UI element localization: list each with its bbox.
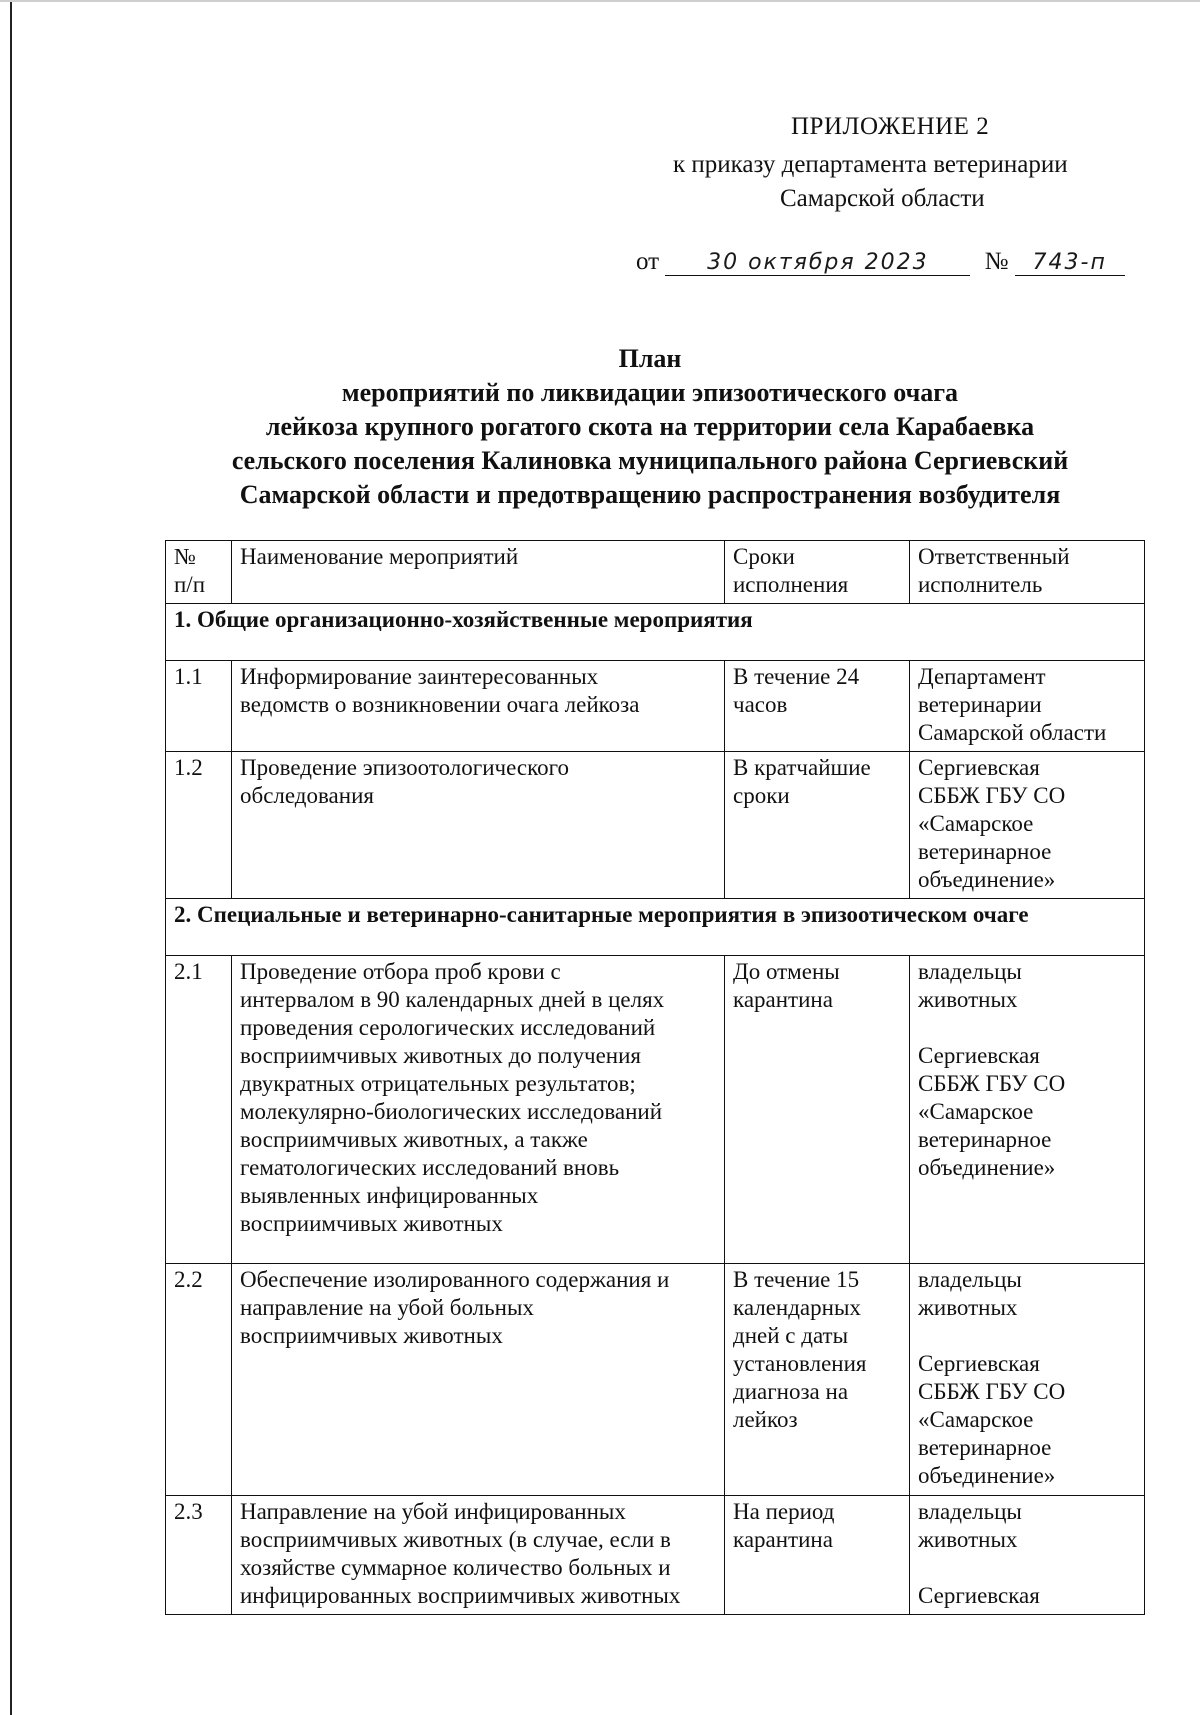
plan-title-line: сельского поселения Калиновка муниципального района Сергиевский	[231, 446, 1069, 475]
row-name-line: восприимчивых животных (в случае, если в	[240, 1527, 671, 1552]
row-resp-line: ветеринарное	[918, 839, 1052, 864]
row-resp-line: объединение»	[918, 1463, 1056, 1488]
plan-title-line: План	[618, 344, 682, 373]
appendix-title: ПРИЛОЖЕНИЕ 2	[791, 113, 990, 140]
header-name: Наименование мероприятий	[232, 541, 725, 604]
table-header-row	[166, 541, 1145, 604]
scan-edge	[10, 0, 12, 1715]
row-resp-line: СББЖ ГБУ СО	[918, 1379, 1066, 1404]
row-num: 2.2	[166, 1264, 232, 1496]
header-resp-line: исполнитель	[918, 572, 1043, 597]
row-term-line: дней с даты	[733, 1323, 849, 1348]
table-row	[166, 956, 1145, 1264]
row-responsible	[910, 1496, 1145, 1615]
row-name-line: обследования	[240, 783, 374, 808]
row-resp-line: СББЖ ГБУ СО	[918, 1071, 1066, 1096]
scan-edge-top	[0, 0, 1200, 2]
decree-number-label: №	[984, 248, 1009, 275]
row-term	[725, 1264, 910, 1496]
row-name-line: проведения серологических исследований	[240, 1015, 656, 1040]
row-name-line: Проведение отбора проб крови с	[240, 959, 561, 984]
header-resp-line: Ответственный	[918, 544, 1070, 569]
decree-number: 743-п	[1015, 250, 1125, 276]
row-resp-line: объединение»	[918, 867, 1056, 892]
row-name	[232, 956, 725, 1264]
row-name	[232, 1496, 725, 1615]
row-name-line: ведомств о возникновении очага лейкоза	[240, 692, 640, 717]
row-resp-line: «Самарское	[918, 1407, 1034, 1432]
row-name-line: двукратных отрицательных результатов;	[240, 1071, 636, 1096]
table-row	[166, 1264, 1145, 1496]
appendix-region: Самарской области	[780, 185, 985, 212]
row-term	[725, 1496, 910, 1615]
plan-title-line: мероприятий по ликвидации эпизоотического очага	[341, 378, 959, 407]
row-resp-line: владельцы	[918, 1267, 1022, 1292]
row-resp-gap	[918, 1014, 1137, 1042]
appendix-reference: к приказу департамента ветеринарии	[673, 151, 1068, 178]
row-term-line: В кратчайшие	[733, 755, 871, 780]
plan-title	[120, 342, 1180, 512]
row-resp-line: «Самарское	[918, 811, 1034, 836]
row-term	[725, 956, 910, 1264]
row-name-line: гематологических исследований вновь	[240, 1155, 620, 1180]
row-term-line: часов	[733, 692, 788, 717]
row-resp-line: Сергиевская	[918, 1043, 1040, 1068]
header-term	[725, 541, 910, 604]
row-resp-line: Сергиевская	[918, 1583, 1040, 1608]
row-term	[725, 661, 910, 752]
row-resp-line: владельцы	[918, 959, 1022, 984]
row-num: 2.1	[166, 956, 232, 1264]
plan-title-line: лейкоза крупного рогатого скота на территории села Карабаевка	[265, 412, 1035, 441]
row-term	[725, 752, 910, 899]
row-resp-line: ветеринарное	[918, 1127, 1052, 1152]
decree-date: 30 октября 2023	[665, 250, 970, 276]
row-resp-line: ветеринарное	[918, 1435, 1052, 1460]
header-num-line: п/п	[174, 572, 206, 597]
table-row	[166, 661, 1145, 752]
row-num: 1.2	[166, 752, 232, 899]
row-name-line: восприимчивых животных	[240, 1211, 503, 1236]
section-row	[166, 899, 1145, 956]
row-term-line: диагноза на	[733, 1379, 849, 1404]
section-title: 1. Общие организационно-хозяйственные мероприятия	[166, 604, 1145, 661]
header-responsible	[910, 541, 1145, 604]
row-resp-line: Сергиевская	[918, 755, 1040, 780]
decree-line	[636, 248, 1125, 276]
row-name-line: Проведение эпизоотологического	[240, 755, 569, 780]
row-responsible	[910, 752, 1145, 899]
row-name-line: восприимчивых животных	[240, 1323, 503, 1348]
row-term-line: До отмены	[733, 959, 840, 984]
decree-from-label: от	[636, 248, 660, 275]
row-resp-line: владельцы	[918, 1499, 1022, 1524]
table-row	[166, 1496, 1145, 1615]
row-num: 1.1	[166, 661, 232, 752]
table-row	[166, 752, 1145, 899]
section-row	[166, 604, 1145, 661]
row-resp-line: животных	[918, 987, 1018, 1012]
section-title: 2. Специальные и ветеринарно-санитарные мероприятия в эпизоотическом очаге	[166, 899, 1145, 956]
row-resp-line: животных	[918, 1527, 1018, 1552]
row-name	[232, 1264, 725, 1496]
row-name-line: восприимчивых животных, а также	[240, 1127, 588, 1152]
row-resp-line: объединение»	[918, 1155, 1056, 1180]
row-resp-line: животных	[918, 1295, 1018, 1320]
header-num-line: №	[174, 544, 196, 569]
row-name-line: инфицированных восприимчивых животных	[240, 1583, 681, 1608]
row-term-line: сроки	[733, 783, 790, 808]
row-term-line: В течение 24	[733, 664, 860, 689]
header-term-line: исполнения	[733, 572, 849, 597]
header-term-line: Сроки	[733, 544, 795, 569]
row-term-line: календарных	[733, 1295, 861, 1320]
row-resp-line: Департамент	[918, 664, 1046, 689]
plan-table	[165, 540, 1145, 1615]
row-responsible	[910, 661, 1145, 752]
row-name	[232, 752, 725, 899]
row-resp-gap	[918, 1322, 1137, 1350]
row-term-line: карантина	[733, 987, 833, 1012]
row-name-line: выявленных инфицированных	[240, 1183, 539, 1208]
row-name-line: интервалом в 90 календарных дней в целях	[240, 987, 665, 1012]
row-resp-line: ветеринарии	[918, 692, 1042, 717]
row-term-line: На период	[733, 1499, 835, 1524]
row-name-line: восприимчивых животных до получения	[240, 1043, 641, 1068]
row-responsible	[910, 956, 1145, 1264]
row-name-line: хозяйстве суммарное количество больных и	[240, 1555, 671, 1580]
row-name-line: Информирование заинтересованных	[240, 664, 599, 689]
row-resp-line: Самарской области	[918, 720, 1107, 745]
row-resp-line: «Самарское	[918, 1099, 1034, 1124]
row-resp-line: Сергиевская	[918, 1351, 1040, 1376]
row-name-line: молекулярно-биологических исследований	[240, 1099, 663, 1124]
row-name-line: Обеспечение изолированного содержания и	[240, 1267, 670, 1292]
plan-title-line: Самарской области и предотвращению распространения возбудителя	[239, 480, 1061, 509]
row-num: 2.3	[166, 1496, 232, 1615]
row-name	[232, 661, 725, 752]
row-responsible	[910, 1264, 1145, 1496]
row-term-line: установления	[733, 1351, 867, 1376]
row-term-line: лейкоз	[733, 1407, 798, 1432]
header-num	[166, 541, 232, 604]
row-name-line: направление на убой больных	[240, 1295, 534, 1320]
row-term-line: карантина	[733, 1527, 833, 1552]
row-term-line: В течение 15	[733, 1267, 860, 1292]
row-name-line: Направление на убой инфицированных	[240, 1499, 626, 1524]
row-resp-gap	[918, 1554, 1137, 1582]
row-resp-line: СББЖ ГБУ СО	[918, 783, 1066, 808]
